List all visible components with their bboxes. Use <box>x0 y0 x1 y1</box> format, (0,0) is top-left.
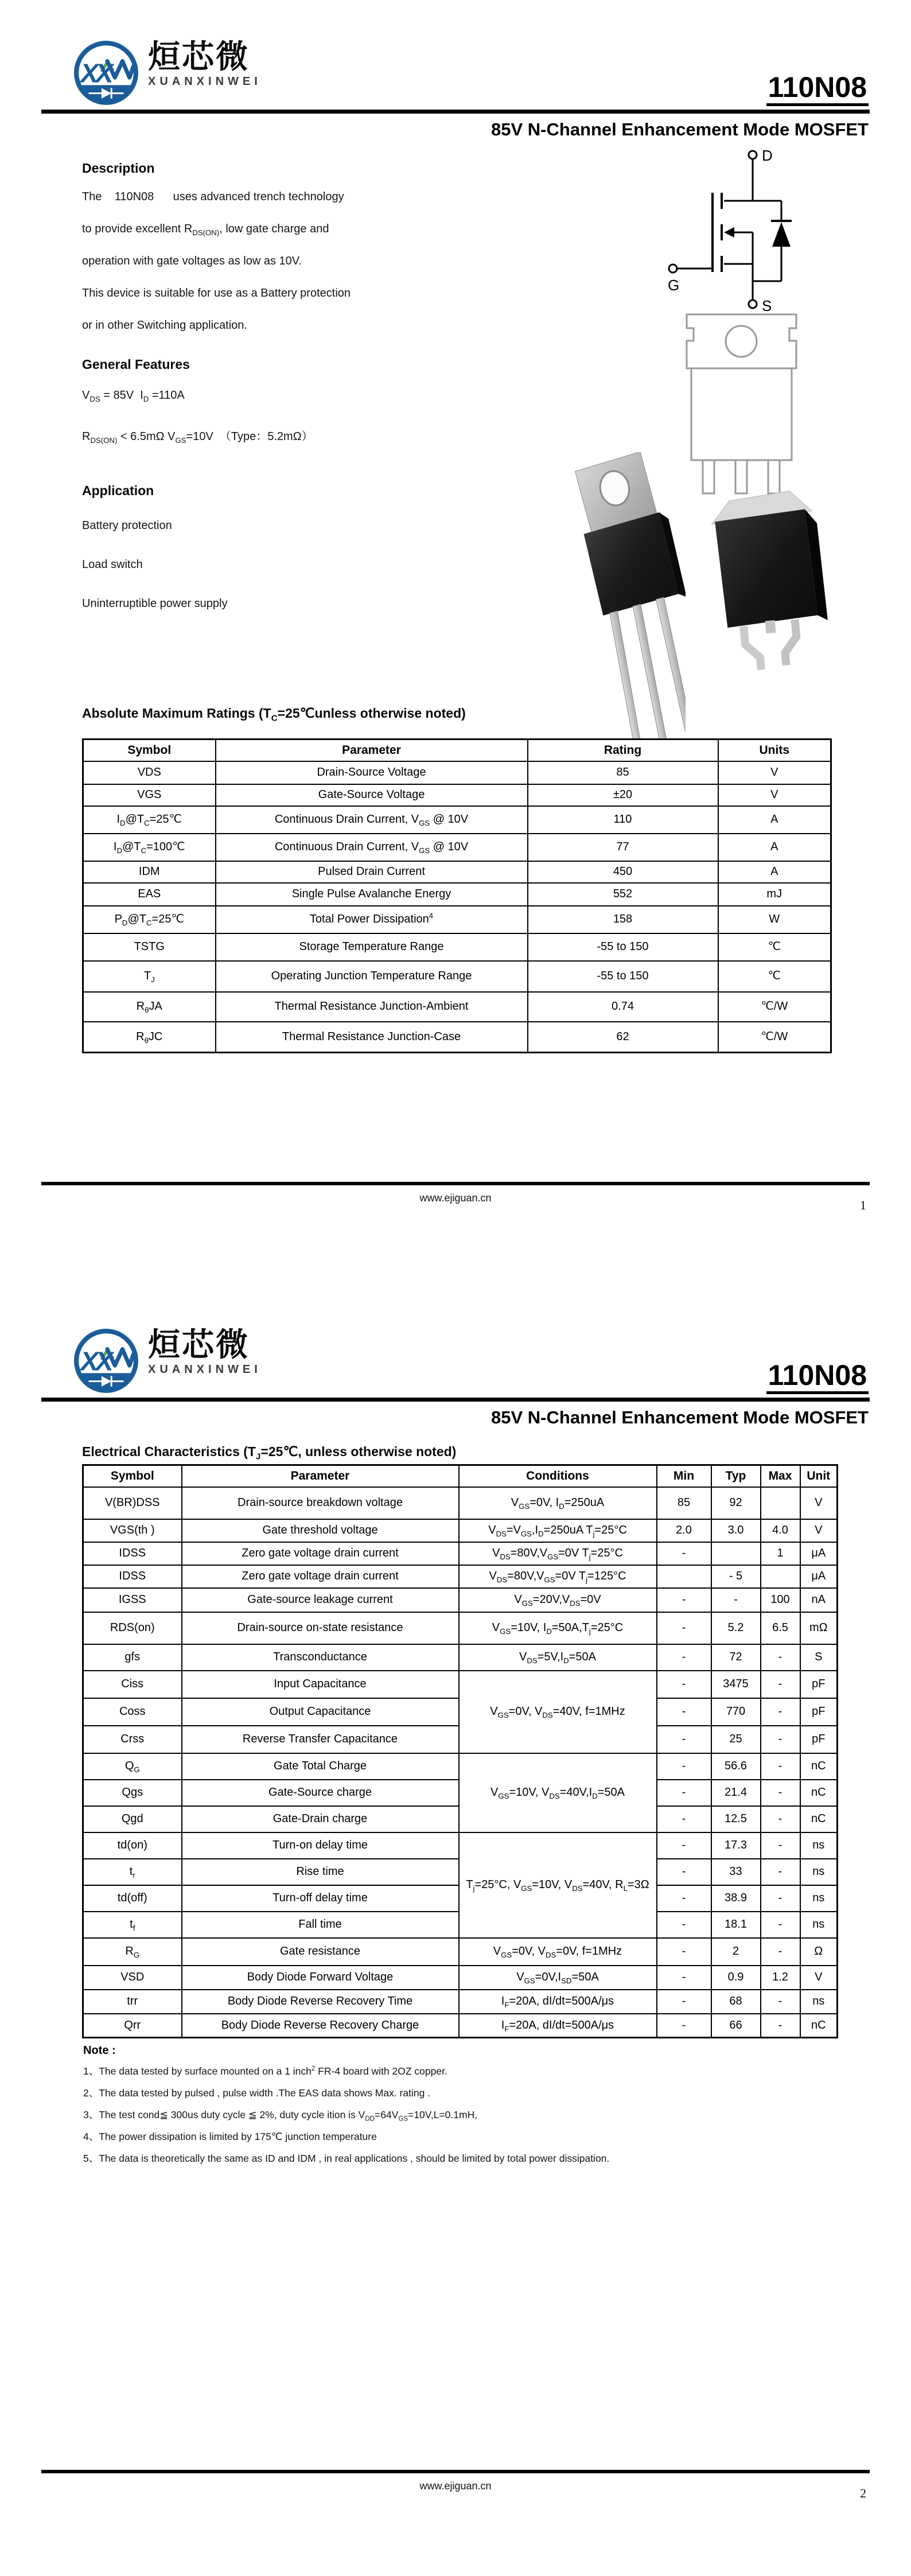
cell: - <box>657 1990 711 2014</box>
cell: IDSS <box>83 1565 182 1588</box>
cell: nA <box>800 1588 838 1612</box>
cell: $V_{GS}=20V,V_{DS}=0V$ <box>459 1588 657 1612</box>
description-line: or in other Switching application. <box>82 319 247 332</box>
cell: 85 <box>657 1487 711 1519</box>
cell: nC <box>800 2014 838 2038</box>
cell: 100 <box>761 1588 800 1612</box>
general-features-text <box>82 389 541 465</box>
cell: 6.5 <box>761 1612 800 1644</box>
application-item: Uninterruptible power supply <box>82 597 228 610</box>
part-number: 110N08 <box>766 1359 869 1394</box>
cell: 25 <box>711 1726 761 1753</box>
cell: - <box>761 1938 800 1966</box>
cell: Operating Junction Temperature Range <box>216 961 528 992</box>
table-row <box>83 784 831 806</box>
cell: 552 <box>528 883 718 906</box>
cell: Total Power Dissipation$^4$ <box>216 906 528 933</box>
cell: - <box>657 1644 711 1671</box>
cell: Input Capacitance <box>182 1671 459 1698</box>
cell: -55 to 150 <box>528 933 718 961</box>
table-row <box>83 834 831 861</box>
cell: $V_{GS}=0V$, $V_{DS}=0V$, f=1MHz <box>459 1938 657 1966</box>
cell: nC <box>800 1780 838 1806</box>
table-row <box>83 1022 831 1053</box>
description-line: operation with gate voltages as low as 10V. <box>82 255 302 267</box>
cell: VGS <box>83 784 216 806</box>
footer-website: www.ejiguan.cn <box>419 2480 492 2492</box>
cell: ns <box>800 1990 838 2014</box>
cell: IGSS <box>83 1588 182 1612</box>
cell: 77 <box>528 834 718 861</box>
cell: Ciss <box>83 1671 182 1698</box>
table-row <box>83 906 831 933</box>
cell: - <box>761 1832 800 1859</box>
cell: - <box>657 1726 711 1753</box>
table-row <box>83 2014 838 2038</box>
table-row <box>83 1832 838 1859</box>
amr-heading: Absolute Maximum Ratings ($T_C=25℃unless$ otherwise noted) <box>82 706 466 723</box>
cell: Gate Total Charge <box>182 1753 459 1780</box>
description-line: The 110N08 uses advanced trench technology <box>82 190 344 203</box>
cell: - <box>657 1966 711 1990</box>
cell: $I_D@T_C=100℃$ <box>83 834 216 861</box>
table-row <box>83 861 831 883</box>
cell: Continuous Drain Current, $V_{GS}$ @ 10V <box>216 834 528 861</box>
table-row <box>83 1588 838 1612</box>
package-outline-drawing <box>680 311 803 496</box>
note-item: 1、The data tested by surface mounted on a 1 inch$^2$ FR-4 board with 2OZ copper. <box>83 2065 447 2077</box>
cell: $T_J$ <box>83 961 216 992</box>
cell: A <box>718 834 831 861</box>
cell: ±20 <box>528 784 718 806</box>
cell: $V_{DS}=80V,V_{GS}=0V$ $T_j=25^\circ C$ <box>459 1542 657 1565</box>
cell: Fall time <box>182 1912 459 1938</box>
cell: $V_{DS}=80V,V_{GS}=0V$ $T_j=125^\circ C$ <box>459 1565 657 1588</box>
cell: Gate resistance <box>182 1938 459 1966</box>
note-item: 4、The power dissipation is limited by 175℃ junction temperature <box>83 2131 377 2142</box>
cell: - <box>657 1588 711 1612</box>
cell: td(off) <box>83 1885 182 1912</box>
cell: - <box>761 1671 800 1698</box>
header-rule <box>41 1398 870 1402</box>
general-features-heading: General Features <box>82 357 190 372</box>
logo-monogram: XX <box>80 1346 111 1376</box>
column-header: Parameter <box>182 1465 459 1487</box>
cell: Rise time <box>182 1859 459 1885</box>
cell: Single Pulse Avalanche Energy <box>216 883 528 906</box>
cell: Body Diode Reverse Recovery Time <box>182 1990 459 2014</box>
cell: μA <box>800 1565 838 1588</box>
cell: 2.0 <box>657 1519 711 1542</box>
cell: $T_j=25^\circ C$, $V_{GS}=10V$, $V_{DS}=40V$, $R_L=3\Omega$ <box>459 1832 657 1938</box>
note-item: 5、The data is theoretically the same as ID and IDM , in real applications , should be limited by total power dissipation. <box>83 2153 610 2164</box>
column-header: Rating <box>528 740 718 761</box>
cell: pF <box>800 1671 838 1698</box>
note-item: 3、The test cond≦ 300us duty cycle ≦ 2%, duty cycle ition is $V_{DD}=64V_{GS}=10V,L=0.1mH$, <box>83 2109 478 2123</box>
table-row <box>83 1644 838 1671</box>
d2pak-package-photo <box>704 487 828 684</box>
cell: Drain-Source Voltage <box>216 761 528 784</box>
ec-heading: Electrical Characteristics ($T_J=25℃$, unless otherwise noted) <box>82 1444 457 1462</box>
footer-rule <box>41 1182 870 1185</box>
cell: $V_{GS}=10V$, $I_D=50A,T_j=25^\circ C$ <box>459 1612 657 1644</box>
cell: Body Diode Forward Voltage <box>182 1966 459 1990</box>
cell: ℃/W <box>718 992 831 1022</box>
cell: ns <box>800 1885 838 1912</box>
cell: 158 <box>528 906 718 933</box>
cell: Drain-source on-state resistance <box>182 1612 459 1644</box>
feature-line: $V_{DS} = 85V$ $I_D =110A$ <box>82 389 185 403</box>
column-header: Max <box>761 1465 800 1487</box>
table-row <box>83 1542 838 1565</box>
cell: TSTG <box>83 933 216 961</box>
cell: td(on) <box>83 1832 182 1859</box>
cell: trr <box>83 1990 182 2014</box>
cell: 3.0 <box>711 1519 761 1542</box>
application-list <box>82 519 541 636</box>
cell: Qgd <box>83 1806 182 1832</box>
cell: pF <box>800 1726 838 1753</box>
cell <box>657 1565 711 1588</box>
cell: nC <box>800 1806 838 1832</box>
cell: IDM <box>83 861 216 883</box>
cell: Zero gate voltage drain current <box>182 1565 459 1588</box>
cell: 3475 <box>711 1671 761 1698</box>
cell: 5.2 <box>711 1612 761 1644</box>
cell: - <box>657 1780 711 1806</box>
cell: $I_F=20A$, dI/dt=500A/μs <box>459 1990 657 2014</box>
brand-name-en: XUANXINWEI <box>148 75 262 88</box>
cell: 12.5 <box>711 1806 761 1832</box>
table-row <box>83 806 831 834</box>
cell: Transconductance <box>182 1644 459 1671</box>
cell: - <box>761 1753 800 1780</box>
column-header: Symbol <box>83 1465 182 1487</box>
cell: 66 <box>711 2014 761 2038</box>
cell: mΩ <box>800 1612 838 1644</box>
cell: 21.4 <box>711 1780 761 1806</box>
cell: Gate threshold voltage <box>182 1519 459 1542</box>
cell: V(BR)DSS <box>83 1487 182 1519</box>
cell: 38.9 <box>711 1885 761 1912</box>
cell: Gate-Source Voltage <box>216 784 528 806</box>
cell: - <box>761 1990 800 2014</box>
cell: -55 to 150 <box>528 961 718 992</box>
cell: mJ <box>718 883 831 906</box>
table-row <box>83 1671 838 1698</box>
table-row <box>83 1966 838 1990</box>
cell: - <box>657 1832 711 1859</box>
column-header: Symbol <box>83 740 216 761</box>
cell: 62 <box>528 1022 718 1053</box>
cell: 0.9 <box>711 1966 761 1990</box>
cell: - <box>657 1859 711 1885</box>
cell: VDS <box>83 761 216 784</box>
footer-website: www.ejiguan.cn <box>419 1192 492 1204</box>
table-header-row <box>83 740 831 761</box>
brand-name-cn: 烜芯微 <box>148 38 250 75</box>
cell: - <box>761 1859 800 1885</box>
cell: - <box>657 1938 711 1966</box>
cell: 110 <box>528 806 718 834</box>
cell: 770 <box>711 1698 761 1726</box>
header-rule <box>41 110 870 114</box>
cell: Gate-Source charge <box>182 1780 459 1806</box>
cell: $P_D@T_C=25℃$ <box>83 906 216 933</box>
cell <box>761 1565 800 1588</box>
page-2 <box>0 1288 911 2576</box>
cell: μA <box>800 1542 838 1565</box>
table-row <box>83 1519 838 1542</box>
cell: Thermal Resistance Junction-Case <box>216 1022 528 1053</box>
cell: - <box>761 1698 800 1726</box>
cell: $V_{GS}=0V$, $I_D=250uA$ <box>459 1487 657 1519</box>
cell: - <box>761 1806 800 1832</box>
cell: - <box>657 1698 711 1726</box>
cell: Drain-source breakdown voltage <box>182 1487 459 1519</box>
description-heading: Description <box>82 161 155 176</box>
source-label: S <box>762 297 772 314</box>
document-subtitle: 85V N-Channel Enhancement Mode MOSFET <box>491 119 869 139</box>
table-row <box>83 1487 838 1519</box>
cell: $t_f$ <box>83 1912 182 1938</box>
brand-name-en: XUANXINWEI <box>148 1363 262 1376</box>
cell: EAS <box>83 883 216 906</box>
cell: - <box>657 1542 711 1565</box>
absolute-maximum-ratings-table <box>82 738 832 1053</box>
company-logo <box>72 39 262 107</box>
cell: 17.3 <box>711 1832 761 1859</box>
table-row <box>83 1612 838 1644</box>
drain-label: D <box>762 147 773 164</box>
cell: 18.1 <box>711 1912 761 1938</box>
note-item: 2、The data tested by pulsed , pulse width .The EAS data shows Max. rating . <box>83 2087 431 2099</box>
cell: $V_{GS}=0V$, $V_{DS}=40V$, f=1MHz <box>459 1671 657 1753</box>
cell: S <box>800 1644 838 1671</box>
cell: - <box>657 1806 711 1832</box>
cell: Turn-off delay time <box>182 1885 459 1912</box>
cell: $Q_G$ <box>83 1753 182 1780</box>
notes-heading: Note : <box>83 2044 116 2057</box>
cell: 33 <box>711 1859 761 1885</box>
table-row <box>83 992 831 1022</box>
footer-rule <box>41 2470 870 2473</box>
cell: $I_D@T_C=25℃$ <box>83 806 216 834</box>
brand-name-cn: 烜芯微 <box>148 1326 250 1363</box>
cell: V <box>718 761 831 784</box>
cell: IDSS <box>83 1542 182 1565</box>
cell: V <box>718 784 831 806</box>
cell: Output Capacitance <box>182 1698 459 1726</box>
cell: - <box>657 1912 711 1938</box>
cell: 92 <box>711 1487 761 1519</box>
cell: VGS(th ) <box>83 1519 182 1542</box>
cell: $R_\theta JC$ <box>83 1022 216 1053</box>
cell: Qrr <box>83 2014 182 2038</box>
cell: - <box>711 1588 761 1612</box>
table-header-row <box>83 1465 838 1487</box>
table-row <box>83 961 831 992</box>
table-row <box>83 1990 838 2014</box>
cell: 85 <box>528 761 718 784</box>
table-row <box>83 933 831 961</box>
column-header: Conditions <box>459 1465 657 1487</box>
cell: - <box>657 1612 711 1644</box>
cell: ns <box>800 1912 838 1938</box>
cell: A <box>718 861 831 883</box>
table-row <box>83 1753 838 1780</box>
cell: Zero gate voltage drain current <box>182 1542 459 1565</box>
cell: 68 <box>711 1990 761 2014</box>
cell: $R_G$ <box>83 1938 182 1966</box>
application-item: Load switch <box>82 558 143 571</box>
cell: Thermal Resistance Junction-Ambient <box>216 992 528 1022</box>
cell: $t_r$ <box>83 1859 182 1885</box>
cell: Storage Temperature Range <box>216 933 528 961</box>
cell: ns <box>800 1832 838 1859</box>
logo-monogram: XX <box>80 58 111 88</box>
column-header: Typ <box>711 1465 761 1487</box>
cell: - <box>657 2014 711 2038</box>
cell: W <box>718 906 831 933</box>
cell: $V_{GS}=0V,I_{SD}=50A$ <box>459 1966 657 1990</box>
cell: Ω <box>800 1938 838 1966</box>
cell: VSD <box>83 1966 182 1990</box>
cell: $I_F=20A$, dI/dt=500A/μs <box>459 2014 657 2038</box>
electrical-characteristics-table <box>82 1464 838 2038</box>
feature-line: $R_{DS(ON)} < 6.5m\Omega$ $V_{GS}=10V$ （Type：5.2mΩ） <box>82 430 313 445</box>
cell: ns <box>800 1859 838 1885</box>
logo-icon <box>72 39 140 107</box>
table-row <box>83 1565 838 1588</box>
cell: pF <box>800 1698 838 1726</box>
description-line: to provide excellent $R_{DS(ON)}$, low gate charge and <box>82 223 329 237</box>
cell: Coss <box>83 1698 182 1726</box>
cell: - <box>761 1912 800 1938</box>
cell: 4.0 <box>761 1519 800 1542</box>
page-number: 1 <box>860 1198 866 1212</box>
notes-list <box>83 2064 852 2173</box>
cell: Gate-source leakage current <box>182 1588 459 1612</box>
cell: Pulsed Drain Current <box>216 861 528 883</box>
part-number: 110N08 <box>766 71 869 106</box>
cell: ℃ <box>718 961 831 992</box>
cell: ℃ <box>718 933 831 961</box>
cell: 56.6 <box>711 1753 761 1780</box>
table-row <box>83 883 831 906</box>
company-logo <box>72 1327 262 1395</box>
application-heading: Application <box>82 483 154 498</box>
cell: A <box>718 806 831 834</box>
column-header: Units <box>718 740 831 761</box>
cell: - <box>761 2014 800 2038</box>
page-number: 2 <box>860 2486 866 2500</box>
cell: 450 <box>528 861 718 883</box>
cell <box>711 1542 761 1565</box>
cell: 72 <box>711 1644 761 1671</box>
column-header: Parameter <box>216 740 528 761</box>
cell: Continuous Drain Current, $V_{GS}$ @ 10V <box>216 806 528 834</box>
cell: Body Diode Reverse Recovery Charge <box>182 2014 459 2038</box>
cell: Crss <box>83 1726 182 1753</box>
cell: V <box>800 1487 838 1519</box>
cell: ℃/W <box>718 1022 831 1053</box>
application-item: Battery protection <box>82 519 172 532</box>
cell: 2 <box>711 1938 761 1966</box>
cell: nC <box>800 1753 838 1780</box>
gate-label: G <box>668 277 680 294</box>
cell: $R_\theta JA$ <box>83 992 216 1022</box>
table-row <box>83 1938 838 1966</box>
table-row <box>83 761 831 784</box>
cell: - <box>657 1753 711 1780</box>
cell: V <box>800 1966 838 1990</box>
cell: gfs <box>83 1644 182 1671</box>
cell: Gate-Drain charge <box>182 1806 459 1832</box>
cell: Reverse Transfer Capacitance <box>182 1726 459 1753</box>
mosfet-symbol-diagram <box>654 143 809 316</box>
description-text <box>82 190 541 351</box>
cell: $V_{DS}=V_{GS},I_D=250uA$ $T_j=25^\circ C$ <box>459 1519 657 1542</box>
cell: - <box>761 1780 800 1806</box>
cell: RDS(on) <box>83 1612 182 1644</box>
cell: - <box>761 1644 800 1671</box>
logo-icon <box>72 1327 140 1395</box>
description-line: This device is suitable for use as a Battery protection <box>82 287 351 299</box>
cell: 1 <box>761 1542 800 1565</box>
document-subtitle: 85V N-Channel Enhancement Mode MOSFET <box>491 1407 869 1427</box>
column-header: Unit <box>800 1465 838 1487</box>
cell: V <box>800 1519 838 1542</box>
cell: - 5 <box>711 1565 761 1588</box>
cell: Qgs <box>83 1780 182 1806</box>
cell: - <box>761 1885 800 1912</box>
cell: $V_{DS}=5V,I_D=50A$ <box>459 1644 657 1671</box>
cell: $V_{GS}=10V$, $V_{DS}=40V,I_D=50A$ <box>459 1753 657 1832</box>
cell: 0.74 <box>528 992 718 1022</box>
cell <box>761 1487 800 1519</box>
cell: Turn-on delay time <box>182 1832 459 1859</box>
cell: - <box>761 1726 800 1753</box>
cell: 1.2 <box>761 1966 800 1990</box>
cell: - <box>657 1671 711 1698</box>
cell: - <box>657 1885 711 1912</box>
to220-package-photo <box>562 452 686 750</box>
column-header: Min <box>657 1465 711 1487</box>
